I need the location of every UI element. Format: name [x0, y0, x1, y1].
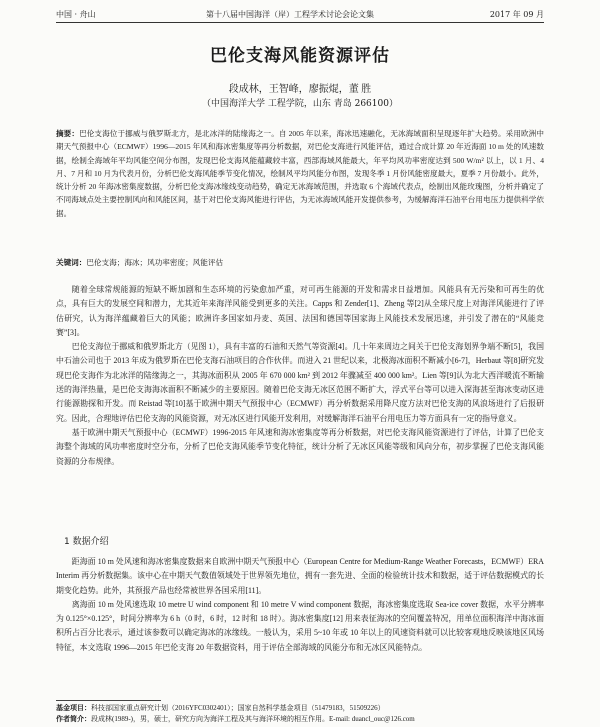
footnote-text: 段成林(1989-)，男，硕士，研究方向为海洋工程及其与海洋环境的相互作用。E-mail: duancl_ouc@126.com — [91, 715, 415, 723]
header-proceedings: 第十八届中国海洋（岸）工程学术讨论会论文集 — [206, 10, 374, 19]
body-paragraph: 基于欧洲中期天气预报中心（ECMWF）1996-2015 年风速和海冰密集度等再分析数据，对巴伦支海风能资源进行了评估，计算了巴伦支海整个海域的风功率密度时空分布，分析了巴伦支海风能季节变化特征，统计分析了无冰区风能等级和风向分布，初步掌握了巴伦支海风能资源的分布规律。 — [56, 427, 544, 466]
footnotes — [56, 703, 544, 725]
header-date: 2017 年 09 月 — [489, 10, 544, 19]
running-head — [56, 8, 544, 23]
data-section — [56, 555, 544, 655]
keywords-text: 巴伦支海；海冰；风功率密度；风能评估 — [86, 258, 224, 267]
section-heading: 1 数据介绍 — [64, 537, 109, 547]
author-list: 段成林，王智峰，廖振焜，董 胜 — [228, 84, 372, 95]
introduction — [56, 283, 544, 469]
keywords — [56, 257, 544, 269]
keywords-label: 关键词： — [56, 258, 87, 267]
footnote-label: 作者简介： — [56, 715, 91, 723]
affiliation: （中国海洋大学 工程学院，山东 青岛 266100） — [202, 99, 398, 109]
header-location: 中国 · 舟山 — [56, 10, 96, 19]
body-paragraph: 随着全球常规能源的短缺不断加剧和生态环境的污染愈加严重，对可再生能源的开发和需求日益增加。风能具有无污染和可再生的优点，具有巨大的发展空间和潜力，尤其近年来海洋风能受到更多的关注。Capps 和 Zender[1]、Zheng 等[2]从全球尺度上对海洋风能进行了评估研究，认为海洋蕴藏着巨大的风能；欧洲许多国家如丹麦、英国、法国和德国等国家海上风能技术发展迅速，并引发了潜在的“风能竞赛”[3]。 — [56, 285, 544, 337]
body-paragraph: 巴伦支海位于挪威和俄罗斯北方（见图 1），具有丰富的石油和天然气等资源[4]。几十年来周边之间关于巴伦支海划界争端不断[5]，我国中石油公司也于 2013 年成为俄罗斯在巴伦支海石油项目的合作伙伴。而进入 21 世纪以来，北极海冰面积不断减小[6-7]，Herbaut 等[8]研究发现巴伦支海作为北冰洋的陆缘海之一，其海冰面积从 2005 年 670 000 km² 到 2012 年骤减至 400 000 km²。Lien 等[9]认为北大西洋暖流不断输送的海洋热量，是巴伦支海海冰面积不断减少的主要原因。随着巴伦支海无冰区范围不断扩大，浮式平台等可以进入深海甚至海冰变动区进行能源勘探和开发。而 Reistad 等[10]基于欧洲中期天气预报中心（ECMWF）再分析数据采用降尺度方法对巴伦支海的风浪场进行了后报研究。因此，合理地评估巴伦支海的风能资源，对无冰区进行风能开发利用，对缓解海洋石油平台用电压力等方面具有一定的指导意义。 — [56, 342, 544, 423]
body-paragraph: 离海面 10 m 处风速选取 10 metre U wind component 和 10 metre V wind component 数据，海冰密集度选取 Sea-ice cover 数据，水平分辨率为 0.125°×0.125°，时间分辨率为 6 h（0 时，6 时，12 时和 18 时）。海冰密集度[12] 用来表征海冰的空间覆盖特况，用单位面积海洋中海冰面积所占百分比表示，通过该参数可以确定海冰的冰缘线。一般认为，采用 5~10 年或 10 年以上的风速资料就可以比较客观地反映该地区风场特征，本文选取 1996—2015 年巴伦支海 20 年数据资料，用于评估全部海域的风能分布和无冰区风能特点。 — [56, 599, 544, 652]
abstract-label: 摘要： — [56, 129, 80, 138]
footnote-text: 科技部国家重点研究计划（2016YFC0302401）；国家自然科学基金项目（51479183，51509226） — [91, 704, 385, 712]
paper-title: 巴伦支海风能资源评估 — [210, 46, 390, 66]
body-paragraph: 距海面 10 m 处风速和海冰密集度数据来自欧洲中期天气预报中心（European Centre for Medium-Range Weather Forecasts，ECMWF）ERA Interim 再分析数据集。该中心在中期天气数值领域处于世界领先地位，拥有一套先进、全面的检验统计技术和数据，适于评估数据模式的长期变化趋势。此外，其预报产品也经常被世界各国采用[11]。 — [56, 557, 544, 595]
abstract-text: 巴伦支海位于挪威与俄罗斯北方，是北冰洋的陆缘海之一。自 2005 年以来，海冰迅速融化，无冰海域面积呈现逐年扩大趋势。采用欧洲中期天气预报中心（ECMWF）1996—2015 年风和海冰密集度等再分析数据，对巴伦支海进行风能评估，通过合成计算 20 年近海面 10 m 处的风速数据，绘制全海域年平均风能空间分布图，发现巴伦支海风能蕴藏较丰富，西部海域风能最大，年平均风功率密度达到 500 W/m² 以上，以 1 月、4 月、7 月和 10 月为代表月份，分析巴伦支海风能季节变化情况，绘制风平均风能分布图，发现冬季 1 月份风能密度最大，夏季 7 月份最小。此外，统计分析 20 年海冰密集度数据，分析巴伦支海冰缘线变动趋势，确定无冰海域范围，并选取 6 个海域代表点，绘制出风能玫瑰图，分析并确定了不同海域点处主要控制风向和风能区间，基于对巴伦支海风能进行评估，为无冰海域风能开发提供参考，为缓解海洋石油平台用电压力提供科学依据。 — [56, 129, 544, 218]
footnote-author-bio — [56, 714, 544, 725]
abstract — [56, 127, 544, 220]
footnote-label: 基金项目： — [56, 704, 91, 712]
footnote-funding — [56, 703, 544, 714]
footnote-divider — [56, 700, 161, 701]
